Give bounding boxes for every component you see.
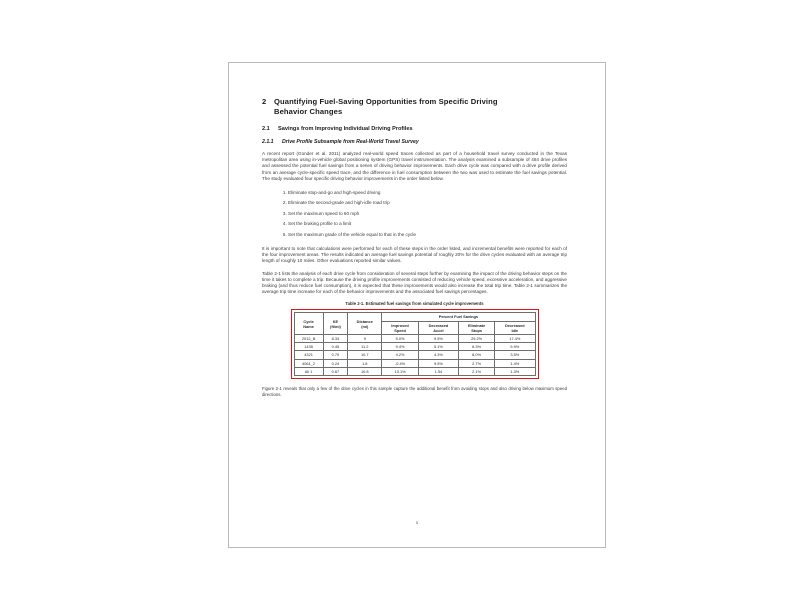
- table-cell: 8.33: [323, 335, 348, 343]
- subsection-title: Savings from Improving Individual Driving Profiles: [278, 126, 413, 132]
- table-cell: 2.7%: [459, 359, 495, 367]
- list-item: 3. Set the maximum speed to 60 mph: [288, 209, 567, 218]
- col-eliminate-stops: Eliminate Stops: [459, 321, 495, 334]
- table-cell: 4.3%: [418, 351, 458, 359]
- table-cell: 9.5%: [418, 335, 458, 343]
- table-cell: 8.0%: [459, 351, 495, 359]
- figure-caption: Figure 2-1 reveals that only a few of the drive cycles in this sample capture the additional benefit from avoiding stops and also driving below maximum speed directions.: [262, 386, 567, 398]
- body-paragraph-3: Table 2-1 lists the analysis of each drive cycle from consideration of several steps further by examining the impact of the driving behavior steps on the time it takes to complete a trip. Because the driving profile improvements consisted of reducing vehicle speed, excessive acceleration, and aggressive braking (and thus reduce fuel consumption), it is expected that these improvements would also increase the total trip time. Table 2-1 summarizes the average trip time increase for each of the behavior improvements and the associated fuel savings percentages.: [262, 270, 567, 295]
- table-group-header-row: [294, 313, 535, 321]
- page-content: [262, 97, 567, 398]
- list-item: 4. Set the braking profile to a limit: [288, 219, 567, 228]
- col-decreased-accel: Decreased Accel: [418, 321, 458, 334]
- section-title-line1: Quantifying Fuel-Saving Opportunities from Specific Driving: [274, 97, 498, 106]
- fuel-savings-table: [294, 312, 536, 376]
- document-page: [228, 62, 606, 548]
- table-cell: 10.8: [348, 367, 382, 375]
- improvement-steps-list: [262, 188, 567, 239]
- body-paragraph-1: A recent report (Gonder et al. 2011) analyzed real-world speed traces collected as part of a household travel survey conducted in the Texas metropolitan area using in-vehicle global positioning system (GPS) travel instrumentation. The analysis examined a subsample of 484 drive profiles and assessed the potential fuel savings from a series of driving behavior improvements. Each drive cycle was compared with a drive profile derived from an average cycle-specific speed trace, and the difference in fuel consumption between the two was used to estimate the fuel savings potential. The study evaluated four specific driving behavior improvements in the order listed below.: [262, 151, 567, 181]
- subsection-number: 2.1: [262, 126, 270, 132]
- table-cell: 1.8: [348, 359, 382, 367]
- col-decreased-idle: Decreased Idle: [495, 321, 535, 334]
- table-cell: 0.70: [323, 351, 348, 359]
- table-cell: 1.4%: [495, 359, 535, 367]
- table-cell: 0.67: [323, 367, 348, 375]
- table-row: [294, 335, 535, 343]
- table-cell: 5.1%: [418, 343, 458, 351]
- table-cell: 4.2%: [382, 351, 418, 359]
- table-cell: 10.7: [348, 351, 382, 359]
- table-cell: 4321: [294, 351, 323, 359]
- table-cell: All 1: [294, 367, 323, 375]
- table-cell: 9: [348, 335, 382, 343]
- col-distance: Distance (mi): [348, 313, 382, 335]
- col-cycle-name: Cycle Name: [294, 313, 323, 335]
- table-caption: Table 2-1. Estimated fuel savings from simulated cycle improvements: [345, 301, 484, 307]
- subsubsection-title: Drive Profile Subsample from Real-World Travel Survey: [282, 139, 419, 145]
- col-improved-speed: Improved Speed: [382, 321, 418, 334]
- table-cell: 11.2: [348, 343, 382, 351]
- table-body: [294, 335, 535, 376]
- list-item: 5. Set the maximum grade of the vehicle equal to that in the cycle: [288, 230, 567, 239]
- page-number: 5: [415, 520, 419, 525]
- section-title-line2: Behavior Changes: [274, 107, 343, 116]
- table-row: [294, 367, 535, 375]
- section-heading: [262, 97, 567, 117]
- section-number: 2: [262, 97, 267, 106]
- table-cell: 1.3%: [495, 367, 535, 375]
- table-cell: 8.3%: [459, 343, 495, 351]
- table-cell: 4061_2: [294, 359, 323, 367]
- table-cell: -0.4%: [382, 359, 418, 367]
- col-group-percent-fuel-savings: Percent Fuel Savings: [382, 313, 535, 321]
- subsubsection-number: 2.1.1: [262, 139, 274, 145]
- table-cell: 5.0%: [382, 335, 418, 343]
- table-cell: 29.2%: [459, 335, 495, 343]
- table-row: [294, 359, 535, 367]
- subsubsection-heading: [262, 139, 567, 146]
- col-ke: KE (ft/mi): [323, 313, 348, 335]
- table-head: [294, 313, 535, 335]
- table-cell: 0.24: [323, 359, 348, 367]
- table-cell: 9.5%: [418, 359, 458, 367]
- subsection-heading: [262, 125, 567, 133]
- table-cell: 1.54: [418, 367, 458, 375]
- table-cell: 0.45: [323, 343, 348, 351]
- list-item: 2. Eliminate the second-grade and high-idle road trip: [288, 198, 567, 207]
- table-cell: 5.9%: [495, 343, 535, 351]
- table-cell: 1435: [294, 343, 323, 351]
- highlighted-table-region: [291, 309, 539, 379]
- table-cell: 2.1%: [459, 367, 495, 375]
- table-cell: 17.4%: [495, 335, 535, 343]
- list-item: 1. Eliminate stop-and-go and high-speed driving: [288, 188, 567, 197]
- table-cell: 9.4%: [382, 343, 418, 351]
- body-paragraph-2: It is important to note that calculations were performed for each of these steps in the order listed, and incremental benefits were reported for each of the four improvement areas. The results indicated an average fuel savings potential of roughly 20% for the drive cycles evaluated with an average trip length of roughly 10 miles. Other evaluations reported similar values.: [262, 246, 567, 264]
- table-row: [294, 351, 535, 359]
- table-cell: 10.1%: [382, 367, 418, 375]
- table-row: [294, 343, 535, 351]
- table-cell: 3.5%: [495, 351, 535, 359]
- table-cell: 2012_B: [294, 335, 323, 343]
